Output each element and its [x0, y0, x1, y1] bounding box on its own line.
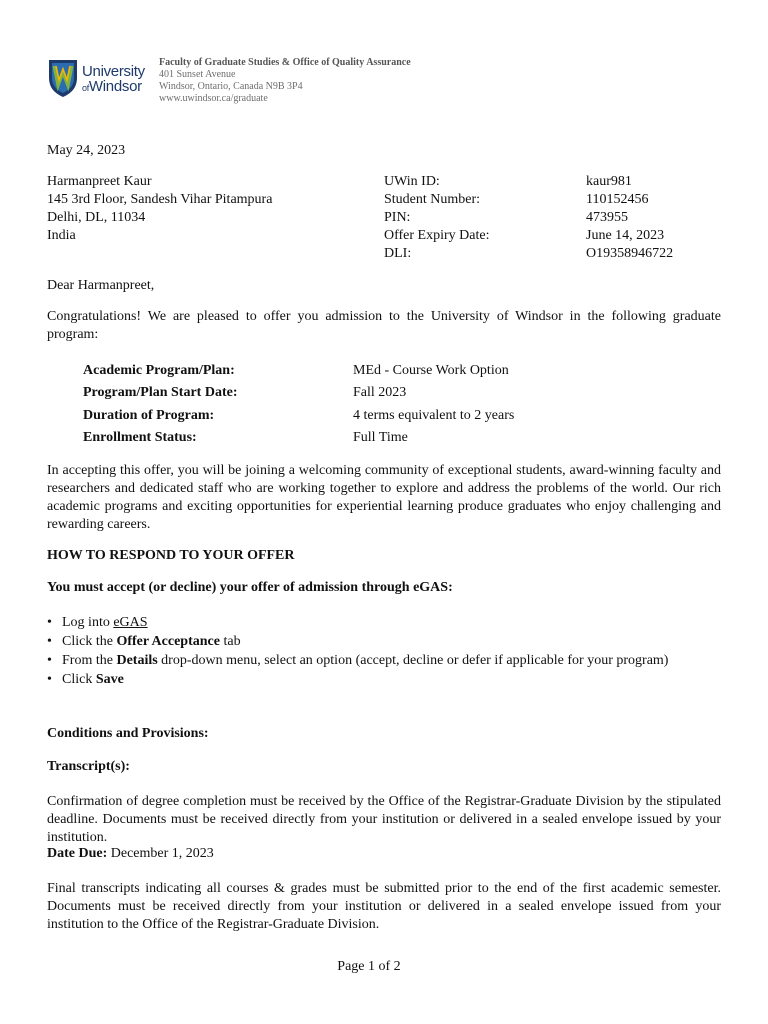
recipient-address2: Delhi, DL, 11034	[47, 210, 146, 225]
info-label-uwin-id: UWin ID:	[384, 174, 440, 189]
program-value-status: Full Time	[353, 429, 408, 445]
recipient-block	[47, 173, 272, 245]
faculty-name: Faculty of Graduate Studies & Office of Quality Assurance	[159, 57, 411, 68]
program-label-plan: Academic Program/Plan:	[83, 363, 235, 378]
info-value-uwin-id: kaur981	[586, 174, 632, 189]
program-labels	[83, 360, 237, 449]
info-value-dli: O19358946722	[586, 246, 674, 261]
recipient-name: Harmanpreet Kaur	[47, 174, 152, 189]
info-label-pin: PIN:	[384, 210, 411, 225]
logo-of: of	[82, 83, 89, 93]
recipient-country: India	[47, 228, 76, 243]
egas-link[interactable]: eGAS	[113, 615, 148, 630]
transcripts-heading: Transcript(s):	[47, 759, 130, 774]
program-value-plan: MEd - Course Work Option	[353, 363, 509, 378]
info-value-pin: 473955	[586, 210, 628, 225]
info-values	[586, 173, 673, 263]
date-due-value: December 1, 2023	[107, 846, 214, 861]
info-label-offer-expiry: Offer Expiry Date:	[384, 228, 490, 243]
info-value-offer-expiry: June 14, 2023	[586, 228, 665, 243]
date-due-line	[47, 845, 214, 863]
conditions-heading: Conditions and Provisions:	[47, 726, 209, 741]
intro-paragraph: Congratulations! We are pleased to offer you admission to the University of Windsor in the following graduate program:	[47, 309, 721, 342]
program-label-status: Enrollment Status:	[83, 429, 197, 445]
street-address: 401 Sunset Avenue	[159, 69, 236, 80]
offer-acceptance-term: Offer Acceptance	[116, 634, 220, 649]
respond-subheading: You must accept (or decline) your offer of admission through eGAS:	[47, 580, 453, 595]
salutation: Dear Harmanpreet,	[47, 278, 155, 293]
info-labels	[384, 173, 489, 263]
program-values	[353, 360, 514, 449]
step-save: • Click Save	[47, 670, 722, 689]
shield-crest-icon	[47, 58, 79, 98]
program-label-start: Program/Plan Start Date:	[83, 385, 238, 401]
program-value-duration: 4 terms equivalent to 2 years	[353, 407, 515, 423]
final-transcripts-paragraph: Final transcripts indicating all courses & grades must be submitted prior to the end of the first academic semester. Documents must be received directly from your institution or delivered in a sealed envelope issued from your institution to the Office of the Registrar-Graduate Division.	[47, 881, 721, 932]
step-details: • From the Details drop-down menu, select an option (accept, decline or defer if applicable for your program)	[47, 651, 722, 670]
response-steps	[47, 613, 722, 689]
university-logo	[47, 58, 157, 100]
program-value-start: Fall 2023	[353, 385, 407, 401]
letterhead-address	[159, 57, 411, 105]
letter-date: May 24, 2023	[47, 143, 126, 158]
step-login: • Log into eGAS	[47, 613, 722, 632]
confirmation-paragraph: Confirmation of degree completion must be received by the Office of the Registrar-Graduate Division by the stipulated deadline. Documents must be received directly from your institution or delivered in a sealed envelope issued by your institution.	[47, 794, 721, 845]
web-address: www.uwindsor.ca/graduate	[159, 93, 268, 104]
info-value-student-number: 110152456	[586, 192, 649, 207]
logo-line1: University	[82, 63, 145, 80]
page-number: Page 1 of 2	[337, 959, 401, 974]
step-offer-acceptance: • Click the Offer Acceptance tab	[47, 632, 722, 651]
program-label-duration: Duration of Program:	[83, 407, 215, 423]
save-term: Save	[95, 672, 124, 687]
info-label-student-number: Student Number:	[384, 192, 481, 207]
city-address: Windsor, Ontario, Canada N9B 3P4	[159, 81, 303, 92]
logo-wordmark	[82, 64, 145, 96]
logo-line2: Windsor	[88, 78, 142, 95]
accepting-paragraph: In accepting this offer, you will be joining a welcoming community of exceptional students, award-winning faculty and researchers and dedicated staff who are working together to explore and address the problems of the world. Our rich academic programs and exciting opportunities for experiential learning produce graduates who enjoy challenging and rewarding careers.	[47, 463, 721, 532]
info-label-dli: DLI:	[384, 246, 412, 261]
details-term: Details	[116, 653, 158, 668]
respond-heading: HOW TO RESPOND TO YOUR OFFER	[47, 548, 295, 563]
recipient-address1: 145 3rd Floor, Sandesh Vihar Pitampura	[47, 192, 273, 207]
date-due-label: Date Due:	[47, 846, 108, 861]
